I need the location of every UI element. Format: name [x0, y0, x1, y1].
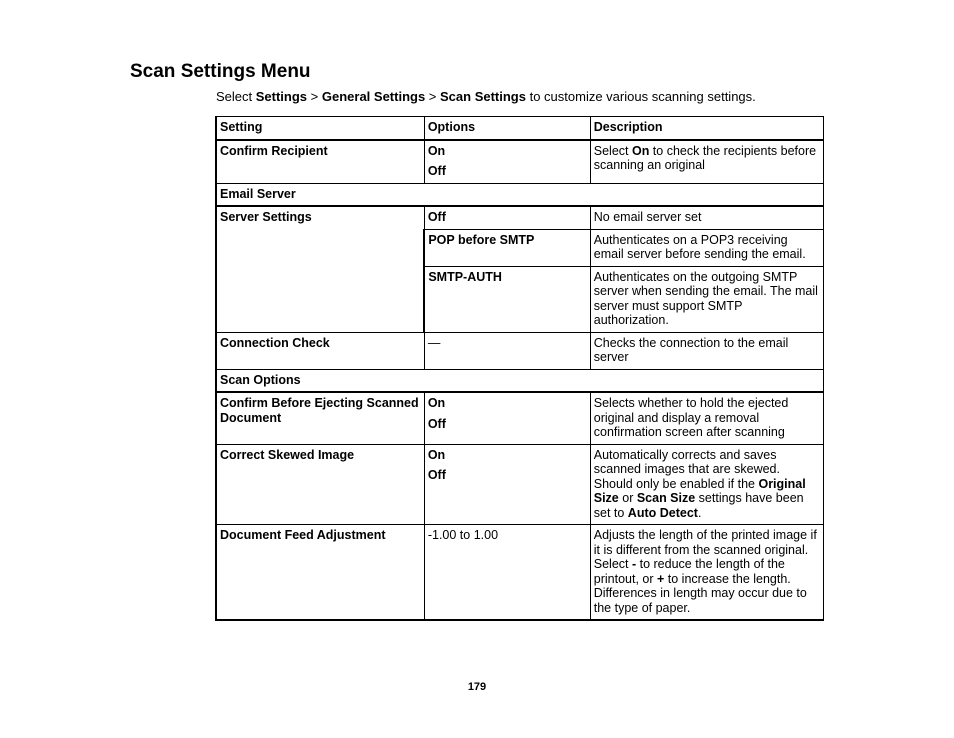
description-document-feed-adjustment	[590, 525, 823, 621]
setting-connection-check: Connection Check	[216, 332, 424, 369]
desc-text: Select	[593, 143, 632, 158]
desc-bold: Original Size	[593, 476, 806, 505]
table-row-connection-check	[216, 332, 824, 369]
setting-correct-skewed-image: Correct Skewed Image	[216, 444, 424, 525]
page-number: 179	[467, 681, 487, 693]
description-confirm-before-ejecting: Selects whether to hold the ejected original and display a removal confirmation screen after scanning	[590, 392, 823, 444]
section-row-email-server	[216, 183, 824, 206]
intro-separator: >	[425, 89, 441, 104]
desc-text: Adjusts the length of the printed image if it is different from the scanned original. Select	[593, 528, 817, 571]
option-off: Off	[427, 468, 446, 482]
intro-text	[216, 89, 756, 104]
setting-document-feed-adjustment: Document Feed Adjustment	[216, 525, 424, 621]
setting-confirm-before-ejecting: Confirm Before Ejecting Scanned Document	[216, 392, 424, 444]
option-pop-before-smtp: POP before SMTP	[424, 229, 590, 266]
option-server-off: Off	[424, 206, 590, 229]
option-on: On	[427, 396, 446, 410]
option-smtp-auth: SMTP-AUTH	[424, 266, 590, 332]
option-off: Off	[427, 164, 446, 178]
option-off: Off	[427, 416, 446, 431]
description-server-off: No email server set	[590, 206, 823, 229]
section-row-scan-options	[216, 369, 824, 392]
desc-text: settings have been set to	[593, 491, 804, 520]
description-smtp-auth: Authenticates on the outgoing SMTP server when sending the email. The mail server must support SMTP authorization.	[590, 266, 823, 332]
intro-separator: >	[307, 89, 322, 104]
intro-path-general-settings: General Settings	[321, 89, 426, 104]
option-on: On	[427, 143, 446, 158]
table-row-confirm-recipient	[216, 140, 824, 184]
option-document-feed-range: -1.00 to 1.00	[424, 525, 590, 621]
intro-path-scan-settings: Scan Settings	[440, 89, 526, 104]
table-row-confirm-before-ejecting	[216, 392, 824, 444]
header-options: Options	[424, 117, 590, 140]
description-pop-before-smtp: Authenticates on a POP3 receiving email server before sending the email.	[590, 229, 823, 266]
setting-confirm-recipient: Confirm Recipient	[216, 140, 424, 184]
desc-bold: Auto Detect	[627, 505, 698, 520]
header-description: Description	[590, 117, 823, 140]
desc-bold: Scan Size	[636, 491, 696, 505]
desc-bold: -	[631, 557, 637, 571]
option-on: On	[427, 447, 446, 462]
desc-text: to check the recipients before scanning an original	[593, 143, 817, 172]
table-row-correct-skewed-image	[216, 444, 824, 525]
intro-prefix: Select	[216, 89, 256, 104]
section-scan-options: Scan Options	[216, 369, 824, 392]
desc-text: or	[618, 491, 637, 505]
table-row-document-feed-adjustment	[216, 525, 824, 621]
options-confirm-recipient	[424, 140, 590, 184]
table-row-server-settings-off	[216, 206, 824, 229]
options-confirm-before-ejecting	[424, 392, 590, 444]
header-setting: Setting	[216, 117, 424, 140]
page-title: Scan Settings Menu	[130, 61, 311, 82]
options-correct-skewed-image	[424, 444, 590, 525]
desc-bold: +	[656, 571, 665, 586]
desc-bold: On	[631, 143, 650, 158]
option-connection-check: —	[424, 332, 590, 369]
desc-text: Automatically corrects and saves scanned images that are skewed. Should only be enabled if the	[593, 447, 780, 491]
description-connection-check: Checks the connection to the email server	[590, 332, 823, 369]
desc-text: to reduce the length of the printout, or	[593, 557, 785, 586]
intro-suffix: to customize various scanning settings.	[525, 89, 756, 104]
description-correct-skewed-image	[590, 444, 823, 525]
section-email-server: Email Server	[216, 183, 824, 206]
desc-text: .	[697, 505, 702, 520]
desc-text: to increase the length. Differences in length may occur due to the type of paper.	[593, 571, 807, 615]
intro-path-settings: Settings	[255, 89, 308, 104]
setting-server-settings: Server Settings	[216, 206, 424, 332]
scan-settings-table	[215, 116, 824, 621]
table-header-row	[216, 117, 824, 140]
description-confirm-recipient	[590, 140, 823, 184]
